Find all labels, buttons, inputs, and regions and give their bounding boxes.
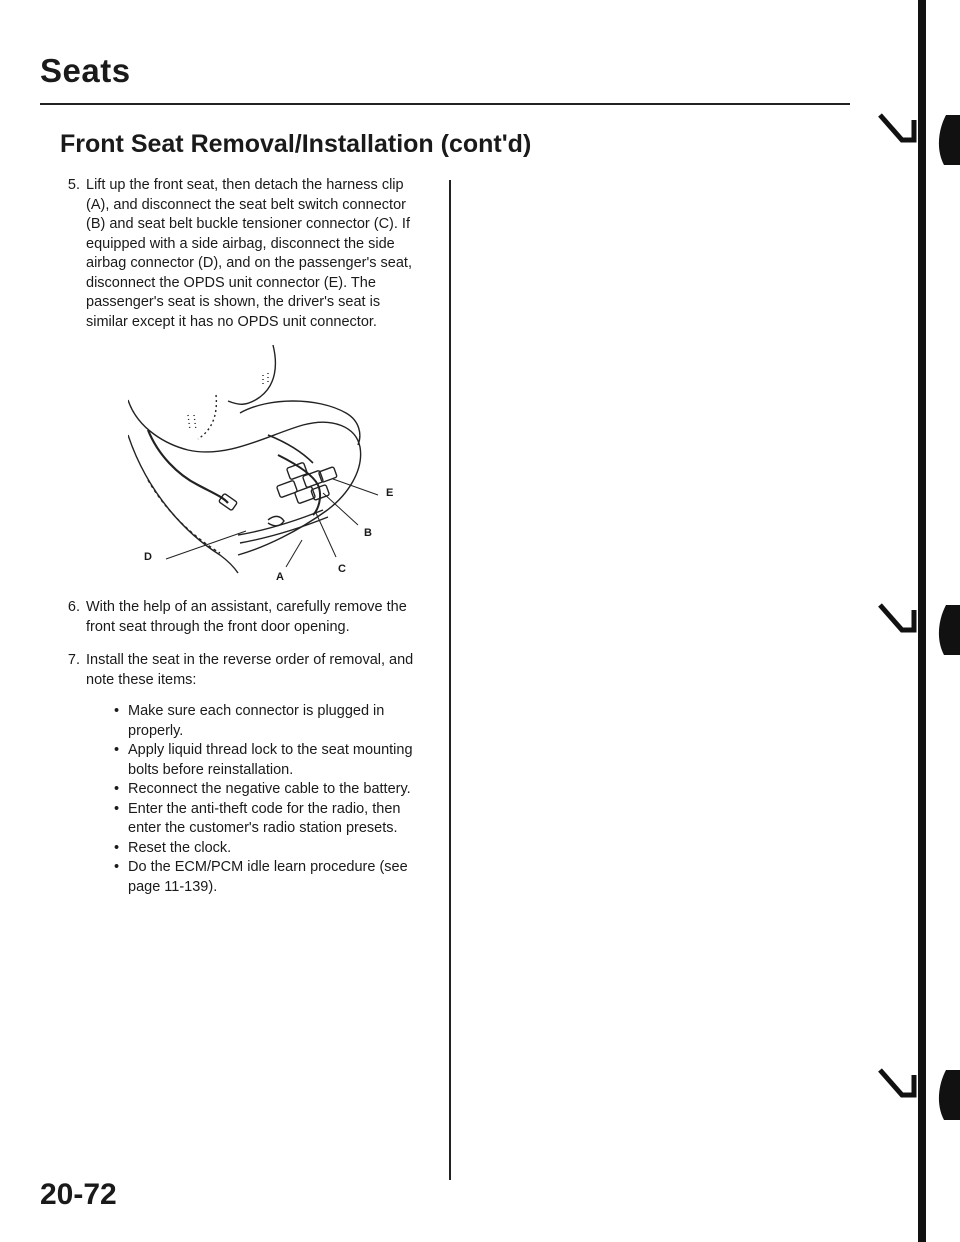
list-item: • Reset the clock. bbox=[114, 839, 425, 859]
step-6 bbox=[60, 598, 425, 637]
section-title: Seats bbox=[40, 52, 131, 89]
step-text: Lift up the front seat, then detach the harness clip (A), and disconnect the seat belt switch connector (B) and seat belt buckle tensioner connector (C). If equipped with a side airbag, disconnect the side airbag connector (D), and on the passenger's seat, disconnect the OPDS unit connector (E). The passenger's seat is shown, the driver's seat is similar except it has no OPDS unit connector. bbox=[86, 177, 412, 330]
binding-edge-mark bbox=[860, 110, 960, 170]
callout-d: D bbox=[144, 551, 152, 563]
step-text: With the help of an assistant, carefully remove the front seat through the front door opening. bbox=[86, 599, 407, 635]
callout-b: B bbox=[364, 527, 372, 539]
callout-c: C bbox=[338, 563, 346, 575]
column-divider bbox=[449, 180, 451, 1180]
page-number: 20-72 bbox=[40, 1178, 117, 1211]
step-5 bbox=[60, 176, 425, 332]
list-item: • Do the ECM/PCM idle learn procedure (see page 11-139). bbox=[114, 858, 425, 897]
binding-edge-mark bbox=[860, 600, 960, 660]
seat-connector-illustration bbox=[128, 335, 428, 595]
page-subtitle: Front Seat Removal/Installation (cont'd) bbox=[60, 130, 532, 158]
step-text: Install the seat in the reverse order of removal, and note these items: bbox=[86, 652, 414, 688]
callout-e: E bbox=[386, 487, 394, 499]
step-7 bbox=[60, 651, 425, 897]
list-item: • Apply liquid thread lock to the seat mounting bolts before reinstallation. bbox=[114, 741, 425, 780]
step-number: 6. bbox=[67, 599, 80, 615]
list-item: • Reconnect the negative cable to the battery. bbox=[114, 780, 425, 800]
step-number: 5. bbox=[67, 177, 80, 193]
binding-edge-mark bbox=[860, 1065, 960, 1125]
step-number: 7. bbox=[67, 652, 80, 668]
install-notes-list bbox=[114, 702, 425, 897]
seat-diagram bbox=[128, 335, 428, 595]
header-rule bbox=[40, 103, 850, 105]
list-item: • Make sure each connector is plugged in properly. bbox=[114, 702, 425, 741]
list-item: • Enter the anti-theft code for the radio, then enter the customer's radio station presets. bbox=[114, 800, 425, 839]
callout-a: A bbox=[276, 571, 284, 583]
